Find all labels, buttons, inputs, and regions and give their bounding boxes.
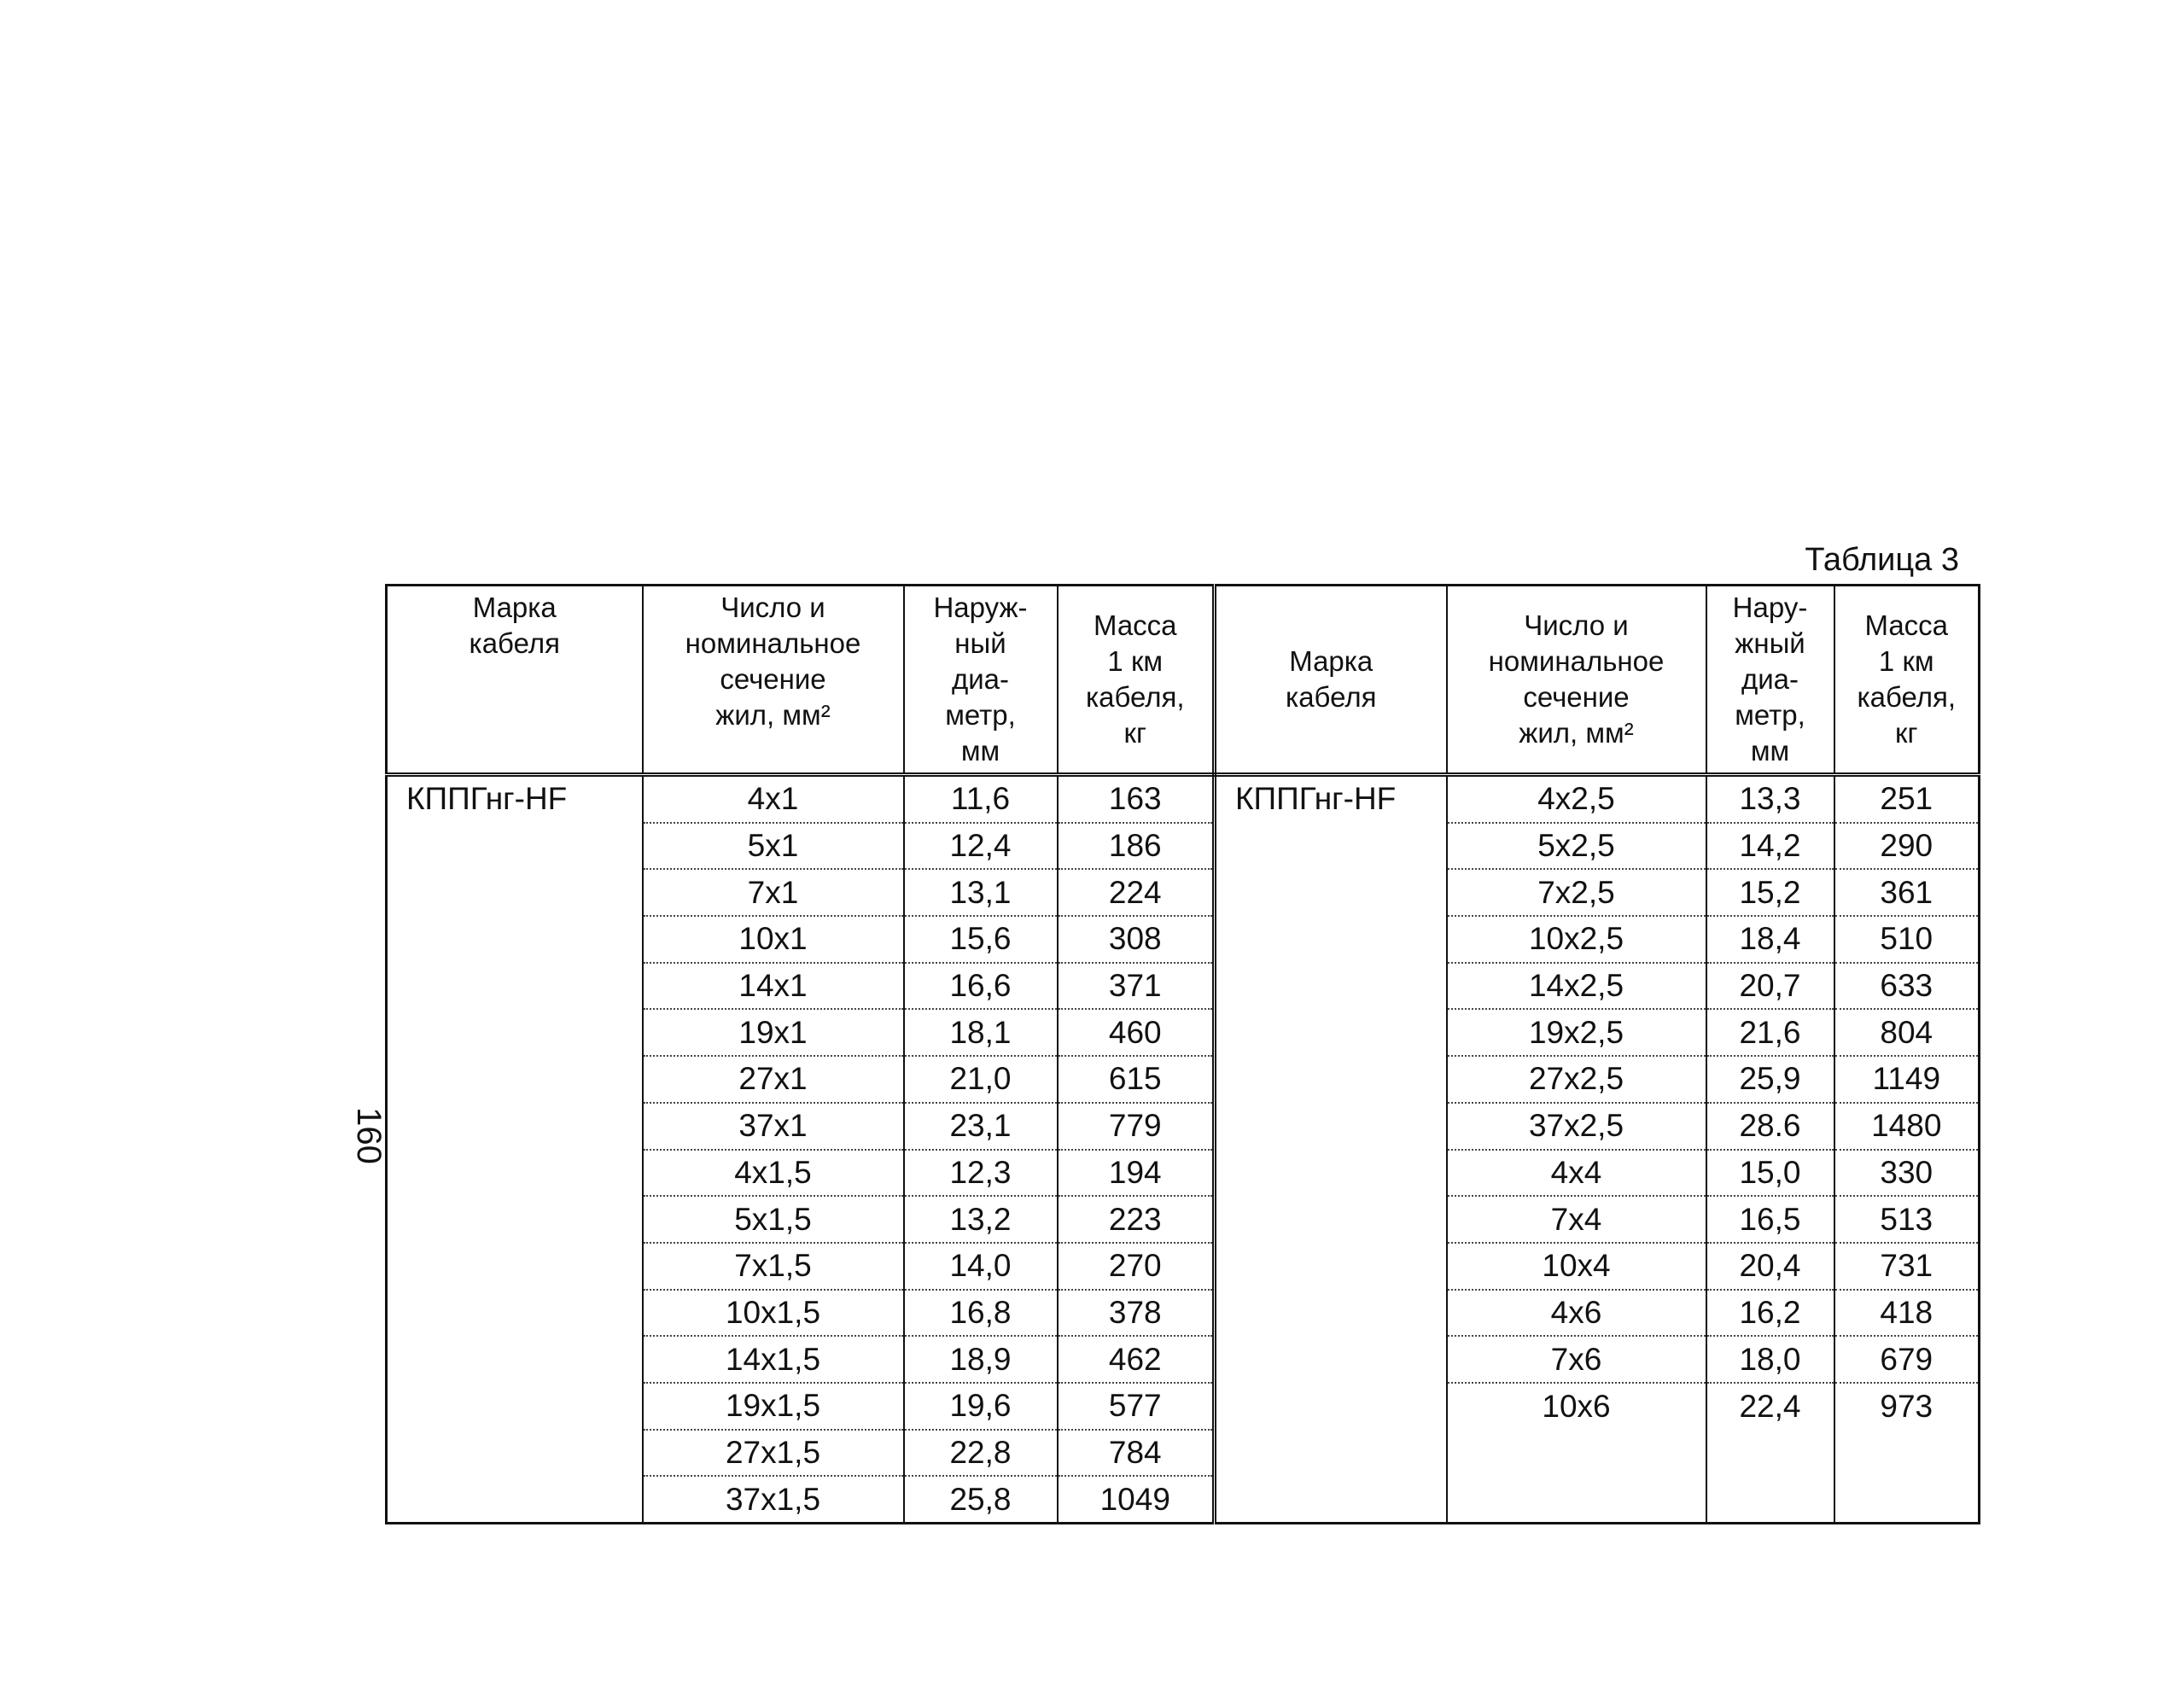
header-line: Наруж-	[933, 592, 1028, 623]
cores-cell: 14х1,5	[643, 1336, 904, 1383]
diameter-cell: 12,4	[904, 823, 1058, 870]
diameter-cell: 14,2	[1706, 823, 1834, 870]
cores-cell: 4х1	[643, 775, 904, 823]
cores-cell: 10х1,5	[643, 1290, 904, 1337]
mass-cell: 194	[1058, 1150, 1215, 1197]
mass-cell: 163	[1058, 775, 1215, 823]
header-line: Число и	[1524, 609, 1629, 641]
table-row	[387, 775, 1980, 823]
diameter-cell: 25,9	[1706, 1056, 1834, 1103]
brand-cell-right: КППГнг-HF	[1215, 775, 1447, 1524]
diameter-cell: 16,8	[904, 1290, 1058, 1337]
mass-cell: 779	[1058, 1103, 1215, 1150]
mass-cell: 513	[1834, 1196, 1980, 1243]
cores-cell: 14х2,5	[1447, 963, 1706, 1010]
mass-cell: 577	[1058, 1383, 1215, 1430]
mass-cell: 731	[1834, 1243, 1980, 1290]
cores-cell: 5х1,5	[643, 1196, 904, 1243]
mass-cell: 1049	[1058, 1476, 1215, 1523]
mass-cell: 378	[1058, 1290, 1215, 1337]
header-line: ный	[954, 627, 1006, 659]
diameter-cell: 28.6	[1706, 1103, 1834, 1150]
mass-cell: 186	[1058, 823, 1215, 870]
empty-cell	[1447, 1430, 1706, 1477]
cores-cell: 5х1	[643, 823, 904, 870]
header-line: мм	[1750, 735, 1790, 767]
mass-cell: 361	[1834, 869, 1980, 916]
header-line: Масса	[1864, 609, 1949, 641]
mass-cell: 973	[1834, 1383, 1980, 1430]
cores-cell: 10х6	[1447, 1383, 1706, 1430]
brand-cell-left: КППГнг-HF	[387, 775, 643, 1524]
header-line: метр,	[1735, 699, 1805, 731]
header-line: Марка	[472, 592, 557, 623]
header-line: Марка	[1289, 645, 1374, 677]
cores-cell: 7х4	[1447, 1196, 1706, 1243]
header-line: кабеля	[1286, 681, 1377, 713]
table-body	[387, 775, 1980, 1524]
diameter-cell: 14,0	[904, 1243, 1058, 1290]
diameter-cell: 18,9	[904, 1336, 1058, 1383]
cores-cell: 10х4	[1447, 1243, 1706, 1290]
header-line: кабеля,	[1085, 681, 1185, 713]
header-line: сечение	[720, 663, 826, 695]
cores-cell: 19х1	[643, 1009, 904, 1056]
cores-cell: 7х2,5	[1447, 869, 1706, 916]
header-line: сечение	[1523, 681, 1630, 713]
mass-cell: 784	[1058, 1430, 1215, 1477]
mass-cell: 460	[1058, 1009, 1215, 1056]
header-line: жил, мм²	[1519, 717, 1634, 749]
mass-cell: 462	[1058, 1336, 1215, 1383]
diameter-cell: 11,6	[904, 775, 1058, 823]
header-mass-left	[1058, 586, 1215, 775]
diameter-cell: 20,7	[1706, 963, 1834, 1010]
diameter-cell: 20,4	[1706, 1243, 1834, 1290]
diameter-cell: 22,8	[904, 1430, 1058, 1477]
header-diameter-left	[904, 586, 1058, 775]
header-row	[387, 586, 1980, 775]
empty-cell	[1447, 1476, 1706, 1523]
cores-cell: 4х6	[1447, 1290, 1706, 1337]
cores-cell: 19х1,5	[643, 1383, 904, 1430]
diameter-cell: 15,2	[1706, 869, 1834, 916]
mass-cell: 633	[1834, 963, 1980, 1010]
empty-cell	[1706, 1476, 1834, 1523]
empty-cell	[1706, 1430, 1834, 1477]
diameter-cell: 21,0	[904, 1056, 1058, 1103]
cores-cell: 27х2,5	[1447, 1056, 1706, 1103]
diameter-cell: 23,1	[904, 1103, 1058, 1150]
mass-cell: 804	[1834, 1009, 1980, 1056]
header-line: Масса	[1093, 609, 1177, 641]
header-line: 1 км	[1878, 645, 1934, 677]
diameter-cell: 16,2	[1706, 1290, 1834, 1337]
diameter-cell: 25,8	[904, 1476, 1058, 1523]
diameter-cell: 22,4	[1706, 1383, 1834, 1430]
mass-cell: 615	[1058, 1056, 1215, 1103]
cores-cell: 14х1	[643, 963, 904, 1010]
mass-cell: 679	[1834, 1336, 1980, 1383]
mass-cell: 371	[1058, 963, 1215, 1010]
mass-cell: 290	[1834, 823, 1980, 870]
table-caption: Таблица 3	[1805, 542, 1959, 578]
mass-cell: 223	[1058, 1196, 1215, 1243]
diameter-cell: 13,2	[904, 1196, 1058, 1243]
header-line: номинальное	[685, 627, 861, 659]
diameter-cell: 21,6	[1706, 1009, 1834, 1056]
header-cores-left	[643, 586, 904, 775]
header-line: метр,	[945, 699, 1016, 731]
cores-cell: 37х1,5	[643, 1476, 904, 1523]
cores-cell: 7х1	[643, 869, 904, 916]
cores-cell: 37х2,5	[1447, 1103, 1706, 1150]
empty-cell	[1834, 1476, 1980, 1523]
mass-cell: 510	[1834, 916, 1980, 963]
cores-cell: 7х6	[1447, 1336, 1706, 1383]
header-line: кабеля,	[1857, 681, 1957, 713]
diameter-cell: 13,1	[904, 869, 1058, 916]
header-brand-left	[387, 586, 643, 775]
diameter-cell: 18,0	[1706, 1336, 1834, 1383]
mass-cell: 1480	[1834, 1103, 1980, 1150]
diameter-cell: 13,3	[1706, 775, 1834, 823]
header-line: Число и	[720, 592, 825, 623]
cores-cell: 27х1,5	[643, 1430, 904, 1477]
header-line: жный	[1735, 627, 1805, 659]
header-cores-right	[1447, 586, 1706, 775]
header-brand-right	[1215, 586, 1447, 775]
cable-table	[385, 584, 1980, 1524]
mass-cell: 330	[1834, 1150, 1980, 1197]
diameter-cell: 16,6	[904, 963, 1058, 1010]
header-line: диа-	[951, 663, 1010, 695]
cores-cell: 27х1	[643, 1056, 904, 1103]
mass-cell: 270	[1058, 1243, 1215, 1290]
cores-cell: 10х2,5	[1447, 916, 1706, 963]
diameter-cell: 12,3	[904, 1150, 1058, 1197]
header-line: 1 км	[1107, 645, 1164, 677]
header-line: жил, мм²	[715, 699, 831, 731]
mass-cell: 224	[1058, 869, 1215, 916]
cores-cell: 4х1,5	[643, 1150, 904, 1197]
header-line: Нару-	[1732, 592, 1808, 623]
cores-cell: 4х2,5	[1447, 775, 1706, 823]
diameter-cell: 15,0	[1706, 1150, 1834, 1197]
mass-cell: 418	[1834, 1290, 1980, 1337]
cores-cell: 7х1,5	[643, 1243, 904, 1290]
header-line: номинальное	[1488, 645, 1665, 677]
header-line: диа-	[1741, 663, 1799, 695]
diameter-cell: 15,6	[904, 916, 1058, 963]
header-line: кг	[1123, 717, 1146, 749]
mass-cell: 251	[1834, 775, 1980, 823]
cores-cell: 5х2,5	[1447, 823, 1706, 870]
diameter-cell: 16,5	[1706, 1196, 1834, 1243]
diameter-cell: 18,1	[904, 1009, 1058, 1056]
mass-cell: 1149	[1834, 1056, 1980, 1103]
empty-cell	[1834, 1430, 1980, 1477]
header-mass-right	[1834, 586, 1980, 775]
diameter-cell: 19,6	[904, 1383, 1058, 1430]
header-diameter-right	[1706, 586, 1834, 775]
header-line: кабеля	[469, 627, 560, 659]
page-number: 160	[349, 1107, 388, 1164]
cores-cell: 37х1	[643, 1103, 904, 1150]
cores-cell: 10х1	[643, 916, 904, 963]
diameter-cell: 18,4	[1706, 916, 1834, 963]
header-line: мм	[960, 735, 1000, 767]
mass-cell: 308	[1058, 916, 1215, 963]
header-line: кг	[1895, 717, 1918, 749]
cores-cell: 19х2,5	[1447, 1009, 1706, 1056]
cores-cell: 4х4	[1447, 1150, 1706, 1197]
